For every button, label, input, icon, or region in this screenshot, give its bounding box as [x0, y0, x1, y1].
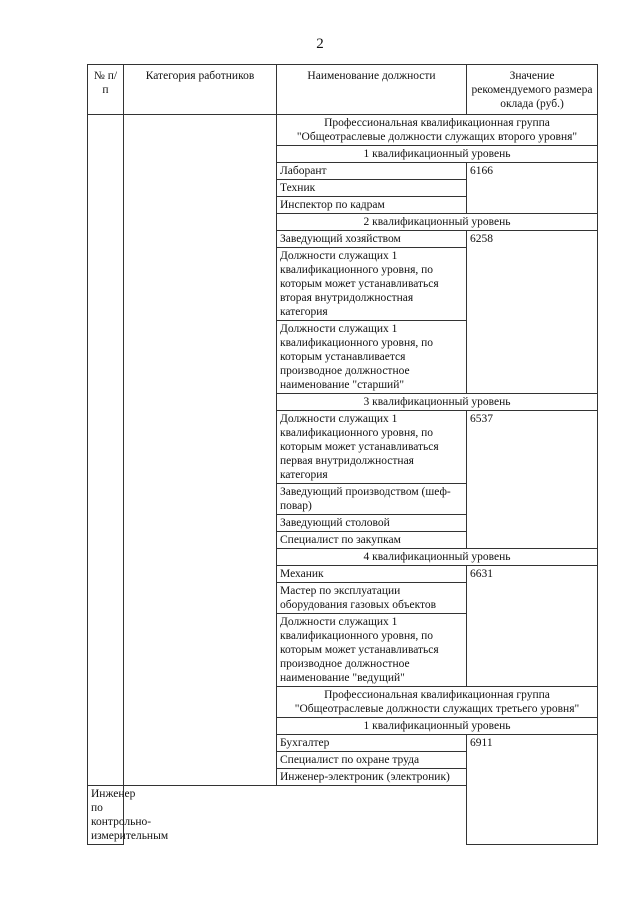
level-label: 1 квалификационный уровень: [277, 718, 598, 735]
header-position: Наименование должности: [277, 65, 467, 115]
position-cell: Инженер по контрольно-измерительным: [88, 786, 124, 845]
position-cell: Должности служащих 1 квалификационного уровня, по которым может устанавливаться производное должностное наименование "ведущий": [277, 614, 467, 687]
salary-cell: 6631: [467, 566, 598, 687]
group-title: Профессиональная квалификационная группа "Общеотраслевые должности служащих третьего уровня": [277, 687, 598, 718]
position-cell: Заведующий столовой: [277, 515, 467, 532]
level-label: 2 квалификационный уровень: [277, 214, 598, 231]
header-num: № п/п: [88, 65, 124, 115]
position-cell: Должности служащих 1 квалификационного уровня, по которым устанавливается производное должностное наименование "старший": [277, 321, 467, 394]
num-cell: [88, 115, 124, 786]
level-label: 3 квалификационный уровень: [277, 394, 598, 411]
position-cell: Специалист по охране труда: [277, 752, 467, 769]
position-cell: Бухгалтер: [277, 735, 467, 752]
table-header-row: [88, 65, 598, 115]
header-category: Категория работников: [124, 65, 277, 115]
salary-cell: 6911: [467, 735, 598, 845]
category-cell: [124, 115, 277, 786]
level-label: 4 квалификационный уровень: [277, 549, 598, 566]
position-cell: Техник: [277, 180, 467, 197]
position-cell: Заведующий производством (шеф-повар): [277, 484, 467, 515]
position-cell: Лаборант: [277, 163, 467, 180]
position-cell: Специалист по закупкам: [277, 532, 467, 549]
salary-cell: 6258: [467, 231, 598, 394]
position-cell: Мастер по эксплуатации оборудования газовых объектов: [277, 583, 467, 614]
salary-cell: 6166: [467, 163, 598, 214]
position-cell: Должности служащих 1 квалификационного уровня, по которым может устанавливаться вторая внутридолжностная категория: [277, 248, 467, 321]
level-label: 1 квалификационный уровень: [277, 146, 598, 163]
position-cell: Механик: [277, 566, 467, 583]
page-number: 2: [316, 36, 324, 52]
position-cell: Инспектор по кадрам: [277, 197, 467, 214]
salary-cell: 6537: [467, 411, 598, 549]
position-cell: Инженер-электроник (электроник): [277, 769, 467, 786]
position-cell: Должности служащих 1 квалификационного уровня, по которым может устанавливаться первая внутридолжностная категория: [277, 411, 467, 484]
salary-table: [87, 64, 598, 845]
group-title: Профессиональная квалификационная группа "Общеотраслевые должности служащих второго уровня": [277, 115, 598, 146]
header-salary: Значение рекомендуемого размера оклада (руб.): [467, 65, 598, 115]
position-cell: Заведующий хозяйством: [277, 231, 467, 248]
